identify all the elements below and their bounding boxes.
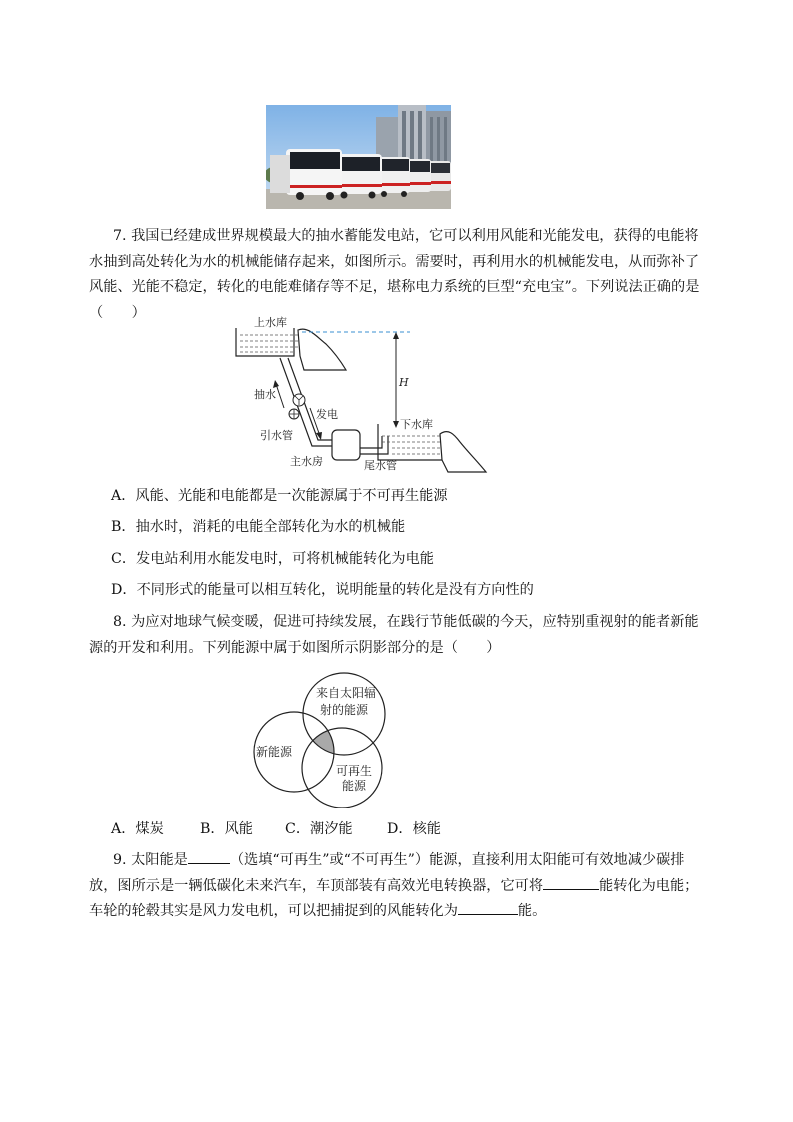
question-7-option-c[interactable]: C．发电站利用水能发电时，可将机械能转化为电能 xyxy=(111,551,434,567)
question-8-option-a[interactable]: A．煤炭 xyxy=(111,821,164,837)
height-label: H xyxy=(399,376,409,389)
question-8-text: 为应对地球气候变暖，促进可持续发展，在践行节能低碳的今天，应特别重视射的能者新能源的开发和利用。下列能源中属于如图所示阴影部分的是（ ） xyxy=(89,614,699,656)
question-9-text-1: 太阳能是 xyxy=(131,852,188,868)
venn-renewable-line1: 可再生 xyxy=(336,764,373,778)
question-9-blank-2[interactable] xyxy=(543,874,599,890)
question-8-stem xyxy=(89,610,712,661)
venn-renewable-line2: 能源 xyxy=(342,779,367,793)
pump-label: 抽水 xyxy=(254,388,276,401)
question-8-option-b[interactable]: B．风能 xyxy=(200,821,253,837)
question-7-number: 7. xyxy=(113,228,127,244)
question-7-text: 我国已经建成世界规模最大的抽水蓄能发电站，它可以利用风能和光能发电，获得的电能将水抽到高处转化为水的机械能储存起来，如图所示。需要时，再利用水的机械能发电，从而弥补了风能、光能不稳定，转化的电能难储存等不足，堪称电力系统的巨型“充电宝”。下列说法正确的是（ ） xyxy=(89,228,700,321)
venn-new-energy: 新能源 xyxy=(256,745,293,759)
question-9-blank-3[interactable] xyxy=(458,899,518,915)
question-9-number: 9. xyxy=(113,852,127,868)
lower-reservoir-label: 下水库 xyxy=(400,418,433,431)
question-9-stem xyxy=(89,848,712,925)
upper-reservoir-label: 上水库 xyxy=(254,316,287,329)
question-8-options xyxy=(111,819,441,839)
tail-pipe-label: 尾水管 xyxy=(364,459,397,472)
question-8-option-d[interactable]: D．核能 xyxy=(387,821,441,837)
question-9-text-2: （选填“可再生”或“不可再生”）能源，直接利用太阳能可有效地减少碳排放，图所示是一辆低碳化未来汽车，车顶部装有高效光电转换器，它可将 xyxy=(89,852,685,894)
question-7-option-b[interactable]: B．抽水时，消耗的电能全部转化为水的机械能 xyxy=(111,519,406,535)
venn-svg xyxy=(250,672,390,808)
pumped-storage-svg xyxy=(232,308,490,478)
question-9-text-3: 能转化为电能；车轮的轮毂其实是风力发电机，可以把捕捉到的风能转化为 xyxy=(89,877,699,919)
question-7-option-d[interactable]: D．不同形式的能量可以相互转化，说明能量的转化是没有方向性的 xyxy=(111,582,534,598)
pumped-storage-diagram xyxy=(232,308,490,482)
question-8-option-c[interactable]: C．潮汐能 xyxy=(285,821,353,837)
venn-solar-line2: 射的能源 xyxy=(320,703,369,717)
inlet-pipe-label: 引水管 xyxy=(260,429,293,442)
question-7-option-a[interactable]: A．风能、光能和电能都是一次能源属于不可再生能源 xyxy=(111,488,448,504)
question-9-blank-1[interactable] xyxy=(188,848,230,864)
venn-diagram xyxy=(250,672,390,812)
bus-photo xyxy=(266,105,451,209)
question-9-text-4: 能。 xyxy=(517,903,547,919)
generate-label: 发电 xyxy=(316,408,338,421)
main-house-label: 主水房 xyxy=(290,455,323,468)
question-8-number: 8. xyxy=(113,614,127,630)
bus-photo-illustration xyxy=(266,105,451,209)
venn-solar-line1: 来自太阳辐 xyxy=(316,686,377,700)
